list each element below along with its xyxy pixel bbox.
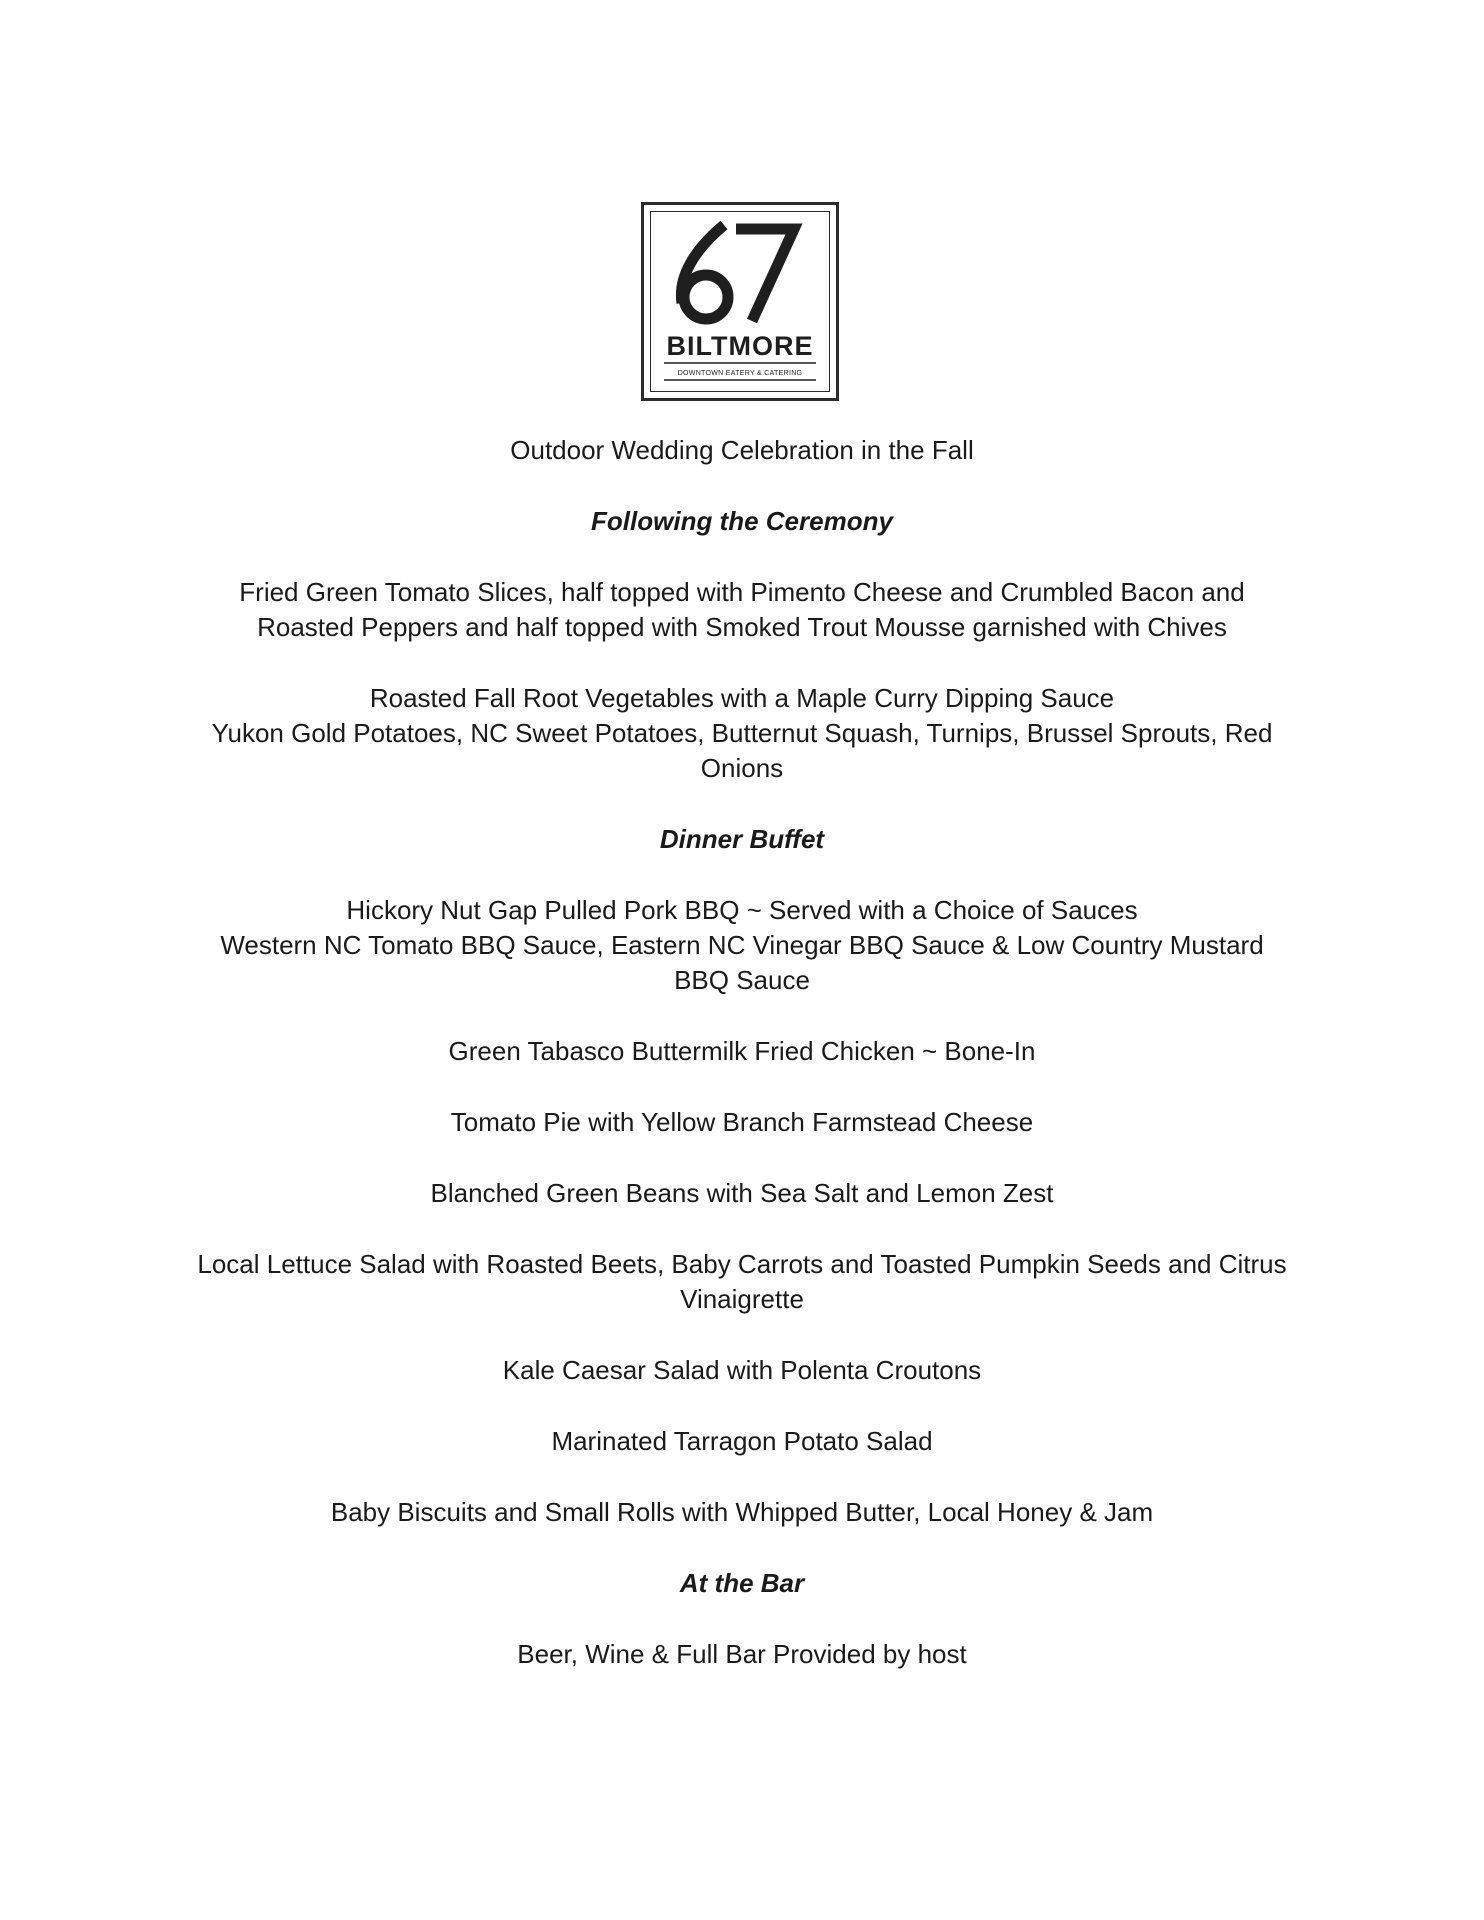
menu-line: Onions (700, 753, 784, 783)
menu-line: Kale Caesar Salad with Polenta Croutons (502, 1355, 982, 1385)
menu-line: Local Lettuce Salad with Roasted Beets, Baby Carrots and Toasted Pumpkin Seeds and Citrus (197, 1249, 1287, 1279)
menu-line: Blanched Green Beans with Sea Salt and Lemon Zest (430, 1178, 1054, 1208)
menu-line: Roasted Peppers and half topped with Smoked Trout Mousse garnished with Chives (257, 612, 1227, 642)
menu-line: Vinaigrette (680, 1284, 804, 1314)
section-heading-ceremony: Following the Ceremony (591, 506, 893, 536)
menu-line: Green Tabasco Buttermilk Fried Chicken ~ Bone-In (448, 1036, 1036, 1066)
restaurant-logo (641, 202, 839, 401)
menu-title: Outdoor Wedding Celebration in the Fall (510, 435, 974, 465)
menu-line: Hickory Nut Gap Pulled Pork BBQ ~ Served with a Choice of Sauces (346, 895, 1138, 925)
logo-name: BILTMORE (666, 331, 814, 361)
menu-line: Marinated Tarragon Potato Salad (551, 1426, 933, 1456)
menu-line: Western NC Tomato BBQ Sauce, Eastern NC Vinegar BBQ Sauce & Low Country Mustard (220, 930, 1264, 960)
logo-graphic (644, 205, 836, 398)
menu-line: Baby Biscuits and Small Rolls with Whipped Butter, Local Honey & Jam (330, 1497, 1154, 1527)
section-heading-dinner: Dinner Buffet (659, 824, 825, 854)
menu-line: Fried Green Tomato Slices, half topped with Pimento Cheese and Crumbled Bacon and (239, 577, 1245, 607)
menu-line: Yukon Gold Potatoes, NC Sweet Potatoes, Butternut Squash, Turnips, Brussel Sprouts, Red (211, 718, 1273, 748)
menu-line: Tomato Pie with Yellow Branch Farmstead Cheese (450, 1107, 1034, 1137)
section-heading-bar: At the Bar (679, 1568, 805, 1598)
menu-line: Beer, Wine & Full Bar Provided by host (517, 1639, 967, 1669)
menu-line: Roasted Fall Root Vegetables with a Maple Curry Dipping Sauce (369, 683, 1115, 713)
logo-tagline: DOWNTOWN EATERY & CATERING (677, 370, 803, 377)
menu-line: BBQ Sauce (674, 965, 810, 995)
